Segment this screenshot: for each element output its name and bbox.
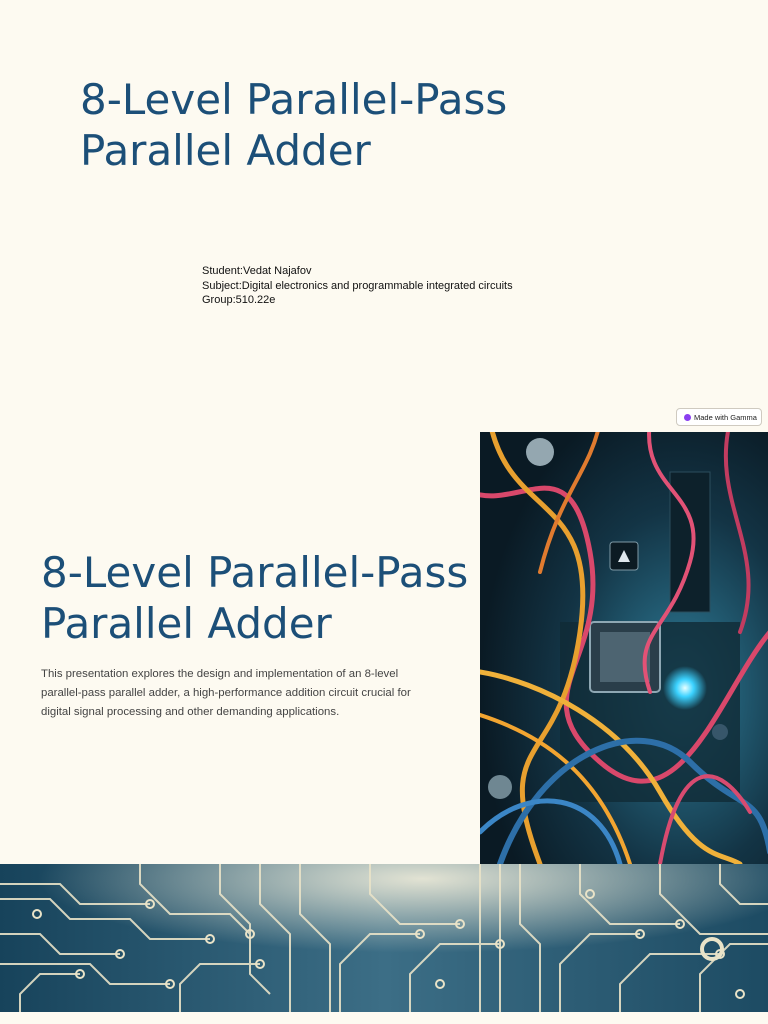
slide-title: 8-Level Parallel-Pass Parallel Adder: [41, 548, 469, 648]
group-line: Group:510.22e: [202, 294, 276, 306]
presentation-info: [202, 264, 513, 308]
title-slide: [0, 0, 768, 430]
subject-line: Subject:Digital electronics and programmable integrated circuits: [202, 279, 513, 292]
badge-label: Made with Gamma: [694, 412, 757, 422]
intro-slide: [0, 432, 768, 864]
gamma-logo-icon: [684, 414, 691, 421]
pcb-traces-banner: [0, 864, 768, 1012]
made-with-gamma-badge[interactable]: [676, 408, 762, 426]
slide-title: 8-Level Parallel-Pass Parallel Adder: [80, 75, 508, 175]
slide-description: This presentation explores the design and implementation of an 8-level parallel-pass parallel adder, a high-performance addition circuit crucial for digital signal processing and other demanding applications.: [41, 668, 411, 718]
circuit-board-photo: [480, 432, 768, 864]
student-line: Student:Vedat Najafov: [202, 265, 312, 277]
